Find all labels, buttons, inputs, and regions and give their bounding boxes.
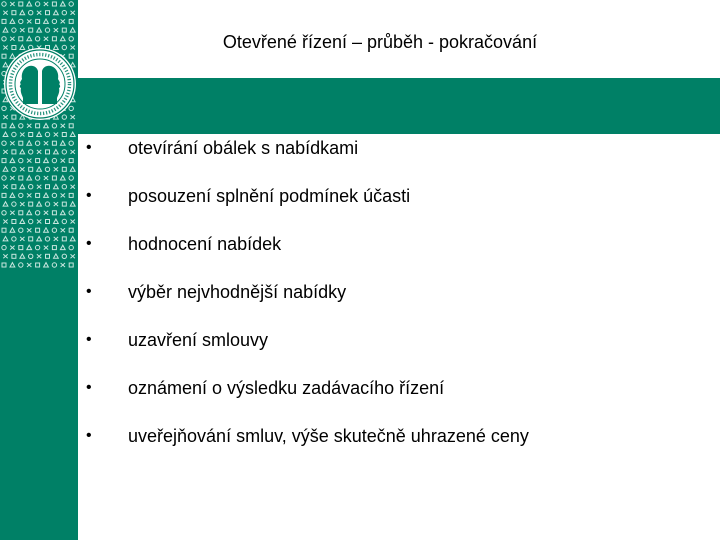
pattern-glyph	[52, 19, 56, 23]
pattern-glyph	[44, 2, 48, 6]
pattern-glyph	[37, 167, 42, 171]
pattern-glyph	[61, 193, 65, 197]
pattern-glyph	[69, 193, 73, 197]
pattern-glyph	[3, 237, 8, 241]
pattern-glyph	[46, 185, 50, 189]
pattern-glyph	[45, 202, 49, 206]
pattern-glyph	[62, 219, 66, 223]
pattern-glyph	[54, 167, 58, 171]
pattern-glyph	[20, 254, 25, 258]
bullet-dot: •	[86, 427, 92, 444]
pattern-glyph	[27, 2, 32, 6]
pattern-glyph	[52, 37, 56, 41]
pattern-glyph	[37, 202, 42, 206]
pattern-glyph	[52, 193, 56, 197]
pattern-glyph	[12, 220, 16, 224]
pattern-glyph	[20, 28, 24, 32]
pattern-glyph	[62, 28, 66, 32]
pattern-glyph	[36, 159, 40, 163]
pattern-glyph	[46, 254, 50, 258]
pattern-glyph	[10, 246, 14, 250]
pattern-glyph	[35, 2, 39, 6]
pattern-glyph	[12, 237, 16, 241]
pattern-glyph	[20, 150, 25, 154]
bullet-dot: •	[86, 139, 92, 156]
pattern-glyph	[71, 150, 75, 154]
pattern-glyph	[19, 193, 23, 197]
pattern-glyph	[20, 237, 24, 241]
pattern-glyph	[52, 158, 56, 162]
pattern-glyph	[36, 124, 40, 128]
list-item	[78, 278, 720, 326]
pattern-glyph	[61, 19, 65, 23]
pattern-glyph	[69, 228, 73, 232]
pattern-glyph	[62, 133, 66, 137]
pattern-glyph	[10, 37, 14, 41]
pattern-glyph	[20, 202, 24, 206]
pattern-glyph	[29, 254, 33, 258]
pattern-glyph	[37, 11, 41, 15]
pattern-glyph	[12, 202, 16, 206]
pattern-glyph	[3, 150, 7, 154]
pattern-glyph	[61, 124, 65, 128]
pattern-glyph	[52, 141, 56, 145]
bullet-text: uzavření smlouvy	[128, 330, 269, 350]
bullet-text: uveřejňování smluv, výše skutečně uhrazené ceny	[128, 426, 529, 446]
pattern-glyph	[62, 11, 66, 15]
pattern-glyph	[27, 124, 31, 128]
left-sidebar	[0, 0, 78, 540]
pattern-glyph	[3, 11, 7, 15]
pattern-glyph	[45, 28, 49, 32]
pattern-glyph	[54, 10, 59, 14]
list-item	[78, 182, 720, 230]
pattern-glyph	[35, 37, 39, 41]
sidebar-pattern	[0, 0, 78, 272]
pattern-glyph	[2, 263, 6, 267]
pattern-glyph	[20, 184, 25, 188]
pattern-glyph	[12, 254, 16, 258]
pattern-glyph	[10, 263, 15, 267]
pattern-glyph	[27, 36, 32, 40]
pattern-glyph	[69, 245, 73, 249]
pattern-glyph	[71, 185, 75, 189]
pattern-glyph	[69, 19, 73, 23]
pattern-glyph	[60, 210, 65, 214]
pattern-glyph	[29, 219, 33, 223]
pattern-glyph	[54, 254, 59, 258]
pattern-glyph	[54, 237, 58, 241]
pattern-glyph	[54, 184, 59, 188]
pattern-glyph	[10, 193, 15, 197]
pattern-glyph	[19, 141, 23, 145]
pattern-glyph	[2, 141, 6, 145]
bullet-dot: •	[86, 235, 92, 252]
pattern-glyph	[70, 132, 75, 136]
pattern-glyph	[3, 185, 7, 189]
pattern-glyph	[19, 176, 23, 180]
pattern-glyph	[36, 228, 40, 232]
pattern-glyph	[10, 228, 15, 232]
pattern-glyph	[20, 10, 25, 14]
pattern-glyph	[62, 237, 66, 241]
pattern-glyph	[27, 19, 31, 23]
pattern-glyph	[29, 133, 33, 137]
university-logo-icon	[2, 46, 78, 122]
pattern-glyph	[10, 211, 14, 215]
pattern-glyph	[52, 228, 56, 232]
pattern-glyph	[52, 124, 56, 128]
pattern-glyph	[2, 193, 6, 197]
pattern-glyph	[19, 19, 23, 23]
pattern-glyph	[44, 246, 48, 250]
pattern-glyph	[3, 167, 8, 171]
pattern-glyph	[60, 2, 65, 6]
pattern-glyph	[19, 211, 23, 215]
pattern-glyph	[27, 193, 31, 197]
pattern-glyph	[3, 254, 7, 258]
title-divider-bar	[78, 78, 720, 134]
pattern-glyph	[27, 176, 32, 180]
pattern-glyph	[2, 19, 6, 23]
pattern-glyph	[2, 211, 6, 215]
pattern-glyph	[19, 246, 23, 250]
pattern-glyph	[36, 193, 40, 197]
pattern-glyph	[71, 220, 75, 224]
pattern-glyph	[54, 202, 58, 206]
pattern-glyph	[27, 245, 32, 249]
pattern-glyph	[54, 150, 59, 154]
pattern-glyph	[29, 167, 33, 171]
pattern-glyph	[3, 220, 7, 224]
pattern-glyph	[19, 2, 23, 6]
pattern-glyph	[37, 185, 41, 189]
bullet-text: oznámení o výsledku zadávacího řízení	[128, 378, 445, 398]
pattern-glyph	[61, 263, 65, 267]
pattern-glyph	[46, 220, 50, 224]
pattern-glyph	[71, 11, 75, 15]
pattern-glyph	[60, 245, 65, 249]
pattern-glyph	[69, 141, 73, 145]
pattern-glyph	[2, 124, 6, 128]
pattern-glyph	[61, 159, 65, 163]
pattern-glyph	[12, 11, 16, 15]
pattern-glyph	[60, 141, 65, 145]
pattern-glyph	[3, 202, 8, 206]
pattern-glyph	[52, 176, 56, 180]
pattern-glyph	[60, 36, 65, 40]
pattern-glyph	[29, 150, 33, 154]
pattern-glyph	[29, 11, 33, 15]
pattern-glyph	[2, 228, 6, 232]
pattern-glyph	[52, 263, 56, 267]
pattern-glyph	[2, 176, 6, 180]
bullet-text: hodnocení nabídek	[128, 234, 282, 254]
pattern-glyph	[37, 28, 42, 32]
pattern-glyph	[62, 150, 66, 154]
pattern-glyph	[44, 141, 48, 145]
pattern-glyph	[10, 123, 15, 127]
pattern-glyph	[45, 132, 49, 136]
pattern-glyph	[27, 263, 31, 267]
pattern-glyph	[19, 37, 23, 41]
pattern-glyph	[62, 185, 66, 189]
pattern-glyph	[52, 211, 56, 215]
pattern-glyph	[36, 19, 40, 23]
pattern-glyph	[10, 19, 15, 23]
pattern-glyph	[45, 237, 49, 241]
pattern-glyph	[35, 245, 39, 249]
pattern-glyph	[69, 159, 73, 163]
pattern-glyph	[70, 202, 75, 206]
pattern-glyph	[37, 220, 41, 224]
pattern-glyph	[20, 167, 24, 171]
pattern-glyph	[69, 2, 73, 6]
pattern-glyph	[62, 202, 66, 206]
pattern-glyph	[71, 254, 75, 258]
pattern-glyph	[54, 28, 58, 32]
pattern-glyph	[19, 228, 23, 232]
pattern-glyph	[62, 254, 66, 258]
pattern-glyph	[29, 185, 33, 189]
pattern-glyph	[44, 193, 49, 197]
pattern-glyph	[69, 37, 73, 41]
pattern-glyph	[44, 19, 49, 23]
pattern-glyph	[70, 28, 75, 32]
list-item	[78, 134, 720, 182]
pattern-glyph	[44, 158, 49, 162]
list-item	[78, 422, 720, 470]
pattern-glyph	[2, 245, 6, 249]
pattern-glyph	[60, 176, 65, 180]
pattern-glyph	[37, 237, 42, 241]
pattern-glyph	[12, 150, 16, 154]
pattern-glyph	[46, 150, 50, 154]
pattern-glyph	[44, 123, 49, 127]
pattern-glyph	[69, 176, 73, 180]
pattern-glyph	[70, 237, 75, 241]
pattern-glyph	[10, 176, 14, 180]
pattern-glyph	[19, 158, 23, 162]
pattern-glyph	[2, 159, 6, 163]
pattern-glyph	[29, 202, 33, 206]
bullet-dot: •	[86, 331, 92, 348]
slide-title: Otevřené řízení – průběh - pokračování	[222, 32, 538, 52]
pattern-glyph	[37, 150, 41, 154]
pattern-glyph	[35, 211, 39, 215]
pattern-glyph	[46, 11, 50, 15]
pattern-glyph	[44, 228, 49, 232]
bullet-text: posouzení splnění podmínek účasti	[128, 186, 411, 206]
pattern-glyph	[12, 167, 16, 171]
pattern-glyph	[69, 263, 73, 267]
bullet-text: výběr nejvhodnější nabídky	[128, 282, 347, 302]
pattern-glyph	[44, 211, 48, 215]
pattern-glyph	[12, 28, 16, 32]
pattern-glyph	[61, 228, 65, 232]
pattern-glyph	[12, 185, 16, 189]
pattern-glyph	[27, 159, 31, 163]
pattern-glyph	[2, 2, 6, 6]
pattern-glyph	[20, 133, 24, 137]
bullet-list	[78, 134, 720, 470]
pattern-glyph	[37, 132, 42, 136]
pattern-glyph	[54, 219, 59, 223]
bullet-dot: •	[86, 187, 92, 204]
list-item	[78, 374, 720, 422]
pattern-glyph	[20, 219, 25, 223]
pattern-glyph	[35, 141, 39, 145]
pattern-glyph	[44, 37, 48, 41]
pattern-glyph	[35, 176, 39, 180]
pattern-glyph	[52, 246, 56, 250]
pattern-glyph	[37, 254, 41, 258]
pattern-glyph	[12, 132, 16, 136]
pattern-glyph	[29, 237, 33, 241]
pattern-glyph	[44, 263, 49, 267]
pattern-glyph	[19, 124, 23, 128]
pattern-glyph	[52, 2, 56, 6]
bullet-text: otevírání obálek s nabídkami	[128, 138, 359, 158]
pattern-glyph	[2, 37, 6, 41]
pattern-glyph	[10, 158, 15, 162]
pattern-glyph	[19, 263, 23, 267]
list-item	[78, 230, 720, 278]
pattern-glyph	[27, 141, 32, 145]
pattern-glyph	[36, 263, 40, 267]
pattern-glyph	[70, 167, 75, 171]
pattern-glyph	[44, 176, 48, 180]
pattern-glyph	[54, 133, 58, 137]
list-item	[78, 326, 720, 374]
pattern-glyph	[10, 141, 14, 145]
pattern-glyph	[45, 167, 49, 171]
pattern-glyph	[27, 228, 31, 232]
pattern-glyph	[27, 210, 32, 214]
pattern-glyph	[10, 2, 14, 6]
pattern-glyph	[3, 132, 8, 136]
pattern-glyph	[29, 28, 33, 32]
bullet-dot: •	[86, 283, 92, 300]
pattern-glyph	[3, 28, 8, 32]
pattern-glyph	[62, 167, 66, 171]
pattern-glyph	[69, 211, 73, 215]
pattern-glyph	[69, 124, 73, 128]
bullet-dot: •	[86, 379, 92, 396]
